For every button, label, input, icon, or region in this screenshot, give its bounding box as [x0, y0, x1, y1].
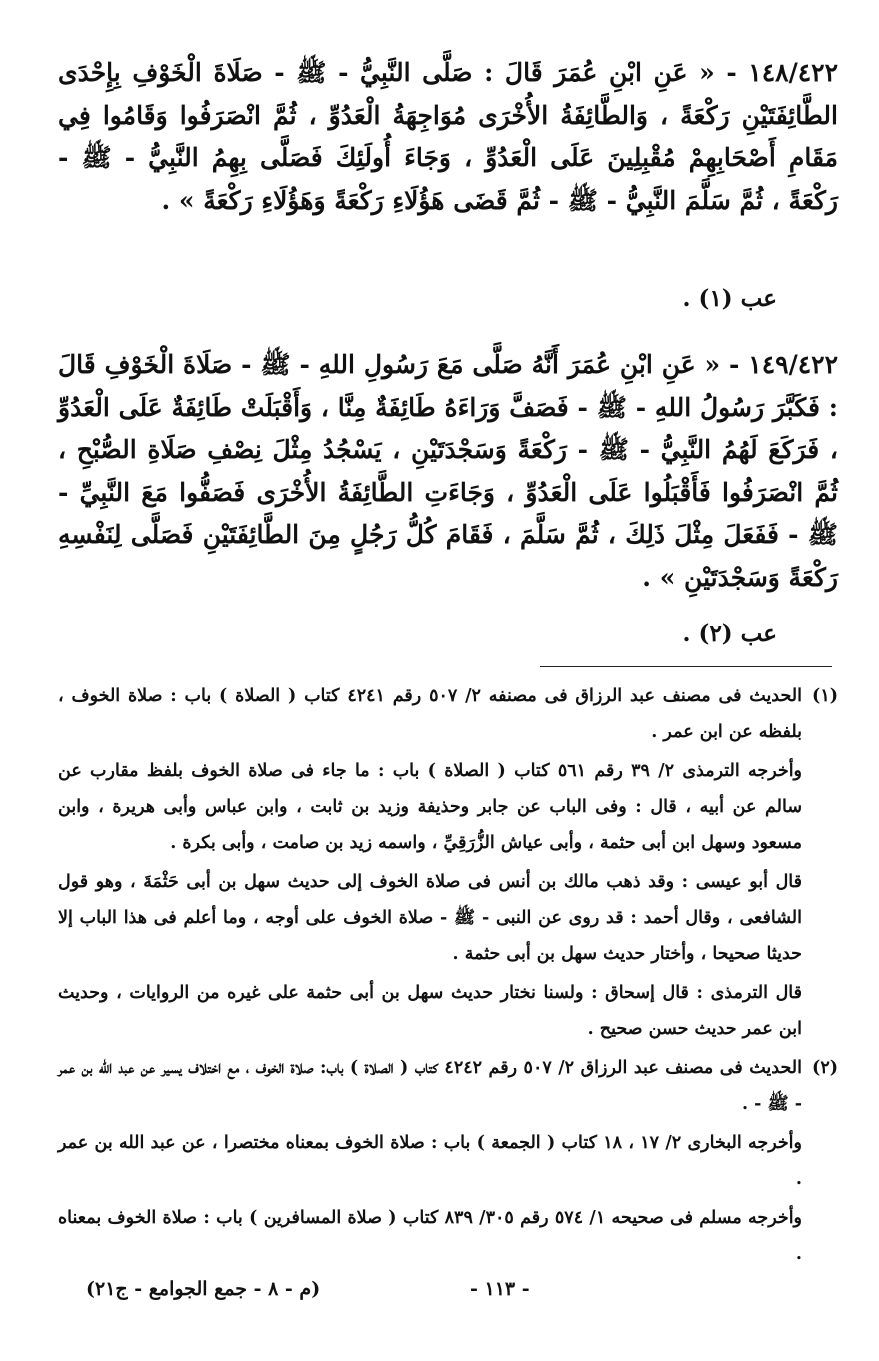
footnote-2: [58, 1050, 838, 1272]
page-footer: [58, 1278, 838, 1308]
footnotes: [58, 678, 838, 1275]
footnote-paragraph: قال أبو عيسى : وقد ذهب مالك بن أنس فى صلاة الخوف إلى حديث سهل بن أبى حَثْمَةَ ، وهو قول الشافعى ، وقال أحمد : قد روى عن النبى - ﷺ - صلاة الخوف على أوجه ، وما أعلم فى هذا الباب إلا حديثا صحيحا ، وأختار حديث سهل بن أبى حثمة .: [58, 872, 802, 964]
hadith-source: عب (١) .: [682, 285, 777, 312]
hadith-text: ١٤٩/٤٢٢ - « عَنِ ابْنِ عُمَرَ أَنَّهُ صَلَّى مَعَ رَسُولِ اللهِ - ﷺ - صَلَاةَ الْخَوْفِ قَالَ : فَكَبَّرَ رَسُولُ اللهِ - ﷺ - فَصَفَّ وَرَاءَهُ طَائِفَةٌ مِنَّا ، وَأَقْبَلَتْ طَائِفَةٌ عَلَى الْعَدُوِّ ، فَرَكَعَ لَهُمُ النَّبِيُّ - ﷺ - رَكْعَةً وَسَجْدَتَيْنِ ، يَسْجُدُ مِثْلَ نِصْفِ صَلَاةِ الصُّبْحِ ، ثُمَّ انْصَرَفُوا فَأَقْبَلُوا عَلَى الْعَدُوِّ ، وَجَاءَتِ الطَّائِفَةُ الأُخْرَى فَصَفُّوا مَعَ النَّبِيِّ - ﷺ - فَفَعَلَ مِثْلَ ذَلِكَ ، ثُمَّ سَلَّمَ ، فَقَامَ كُلُّ رَجُلٍ مِنَ الطَّائِفَتَيْنِ فَصَلَّى لِنَفْسِهِ رَكْعَةً وَسَجْدَتَيْنِ » .: [58, 350, 838, 592]
hadith-source: عب (٢) .: [682, 620, 777, 647]
footnote-paragraph: الحديث فى مصنف عبد الرزاق فى مصنفه ٢/ ٥٠٧ رقم ٤٢٤١ كتاب ( الصلاة ) باب : صلاة الخوف ، بلفظه عن ابن عمر .: [58, 686, 802, 742]
footnote-divider: [540, 666, 832, 667]
hadith-149: [58, 344, 838, 599]
footnote-paragraph: قال الترمذى : قال إسحاق : ولسنا نختار حديث سهل بن أبى حثمة على غيره من الروايات ، وحديث ابن عمر حديث حسن صحيح .: [58, 983, 802, 1039]
footnote-1: [58, 678, 838, 1047]
hadith-text: ١٤٨/٤٢٢ - « عَنِ ابْنِ عُمَرَ قَالَ : صَلَّى النَّبِيُّ - ﷺ - صَلَاةَ الْخَوْفِ بِإِحْدَى الطَّائِفَتَيْنِ رَكْعَةً ، وَالطَّائِفَةُ الأُخْرَى مُوَاجِهَةُ الْعَدُوِّ ، ثُمَّ انْصَرَفُوا وَقَامُوا فِي مَقَامِ أَصْحَابِهِمْ مُقْبِلِينَ عَلَى الْعَدُوِّ ، وَجَاءَ أُولَئِكَ فَصَلَّى بِهِمُ النَّبِيُّ - ﷺ - رَكْعَةً ، ثُمَّ سَلَّمَ النَّبِيُّ - ﷺ - ثُمَّ قَضَى هَؤُلَاءِ رَكْعَةً وَهَؤُلَاءِ رَكْعَةً » .: [58, 58, 838, 215]
footnote-number: (٢): [812, 1058, 838, 1078]
signature-mark: (م - ٨ - جمع الجوامع - ج٢١): [86, 1278, 321, 1300]
footnote-paragraph: وأخرجه البخارى ٢/ ١٧ ، ١٨ كتاب ( الجمعة ) باب : صلاة الخوف بمعناه مختصرا ، عن عبد الله بن عمر .: [58, 1133, 802, 1189]
footnote-paragraph: وأخرجه مسلم فى صحيحه ١/ ٥٧٤ رقم ٣٠٥/ ٨٣٩ كتاب ( صلاة المسافرين ) باب : صلاة الخوف بمعناه .: [58, 1208, 803, 1264]
page-number: - ١١٣ -: [470, 1278, 530, 1300]
footnote-number: (١): [812, 686, 838, 706]
footnote-paragraph: الحديث فى مصنف عبد الرزاق ٢/ ٥٠٧ رقم ٤٢٤٢ كتاب ( الصلاة ) باب: صلاة الخوف ، مع اختلاف يسير عن عبد الله بن عمر - ﷺ - .: [58, 1058, 802, 1114]
footnote-paragraph: وأخرجه الترمذى ٢/ ٣٩ رقم ٥٦١ كتاب ( الصلاة ) باب : ما جاء فى صلاة الخوف بلفظ مقارب عن سالم عن أبيه ، قال : وفى الباب عن جابر وحذيفة وزيد بن ثابت ، وابن عباس وأبى هريرة ، وابن مسعود وسهل ابن أبى حثمة ، وأبى عياش الزُّرَقِيِّ ، واسمه زيد بن صامت ، وأبى بكرة .: [58, 761, 803, 853]
hadith-148: [58, 52, 838, 222]
